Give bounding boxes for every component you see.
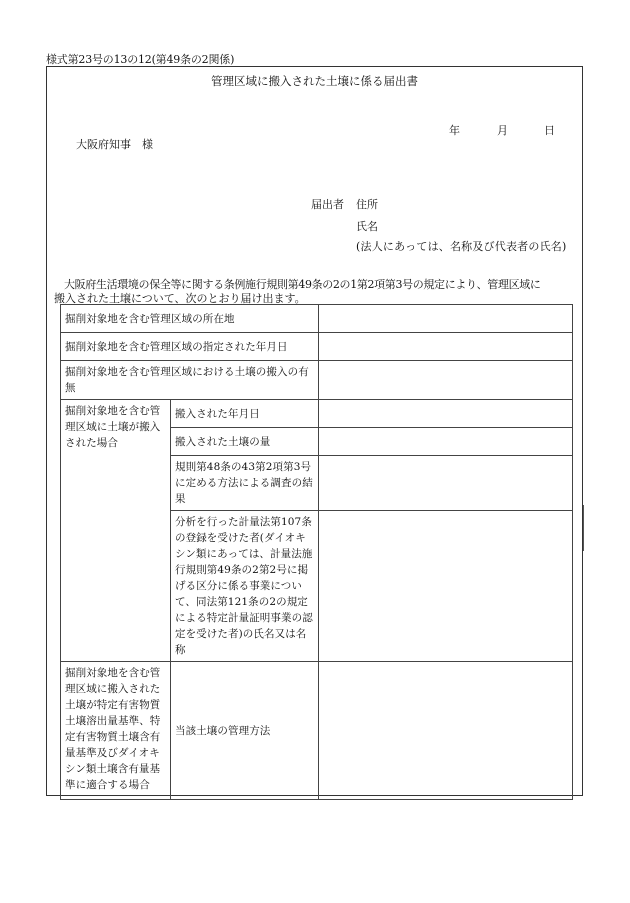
carried-in-case-label: 掘削対象地を含む管理区域に土壌が搬入された場合 [61, 400, 171, 662]
table-row [61, 400, 573, 428]
survey-result-label: 規則第48条の43第2項第3号に定める方法による調査の結果 [171, 456, 319, 511]
location-label: 掘削対象地を含む管理区域の所在地 [61, 305, 319, 333]
soil-quantity-value-cell[interactable] [319, 428, 573, 456]
designation-date-value-cell[interactable] [319, 333, 573, 361]
notifier-label: 届出者 [311, 198, 344, 211]
soil-quantity-label: 搬入された土壌の量 [171, 428, 319, 456]
table-row [61, 361, 573, 400]
corporate-note: (法人にあっては、名称及び代表者の氏名) [356, 240, 567, 253]
location-value-cell[interactable] [319, 305, 573, 333]
body-text-line-1: 大阪府生活環境の保全等に関する条例施行規則第49条の2の1第2項第3号の規定により、管理区域に [64, 278, 541, 291]
date-year-label: 年 [449, 124, 460, 137]
analyst-name-value-cell[interactable] [319, 511, 573, 662]
designation-date-label: 掘削対象地を含む管理区域の指定された年月日 [61, 333, 319, 361]
date-month-label: 月 [497, 124, 508, 137]
soil-carry-in-presence-label: 掘削対象地を含む管理区域における土壌の搬入の有無 [61, 361, 319, 400]
table-row [61, 305, 573, 333]
carry-in-date-label: 搬入された年月日 [171, 400, 319, 428]
management-method-value-cell[interactable] [319, 662, 573, 800]
soil-carry-in-presence-value-cell[interactable] [319, 361, 573, 400]
management-method-label: 当該土壌の管理方法 [171, 662, 319, 800]
notification-table [60, 304, 573, 800]
date-day-label: 日 [544, 124, 555, 137]
notifier-name-label: 氏名 [356, 220, 378, 233]
form-number: 様式第23号の13の12(第49条の2関係) [46, 53, 235, 66]
carry-in-date-value-cell[interactable] [319, 400, 573, 428]
notifier-address-label: 住所 [356, 198, 378, 211]
document-title: 管理区域に搬入された土壌に係る届出書 [211, 74, 418, 88]
compliant-case-label: 掘削対象地を含む管理区域に搬入された土壌が特定有害物質土壌溶出量基準、特定有害物質土壌含有量基準及びダイオキシン類土壌含有量基準に適合する場合 [61, 662, 171, 800]
body-text-line-2: 搬入された土壌について、次のとおり届け出ます。 [54, 292, 306, 305]
table-row [61, 333, 573, 361]
table-row [61, 662, 573, 800]
addressee: 大阪府知事 様 [76, 138, 153, 151]
margin-rule [583, 505, 584, 551]
analyst-name-label: 分析を行った計量法第107条の登録を受けた者(ダイオキシン類にあっては、計量法施行規則第49条の2第2号に掲げる区分に係る事業について、同法第121条の2の規定による特定計量証明事業の認定を受けた者)の氏名又は名称 [171, 511, 319, 662]
survey-result-value-cell[interactable] [319, 456, 573, 511]
